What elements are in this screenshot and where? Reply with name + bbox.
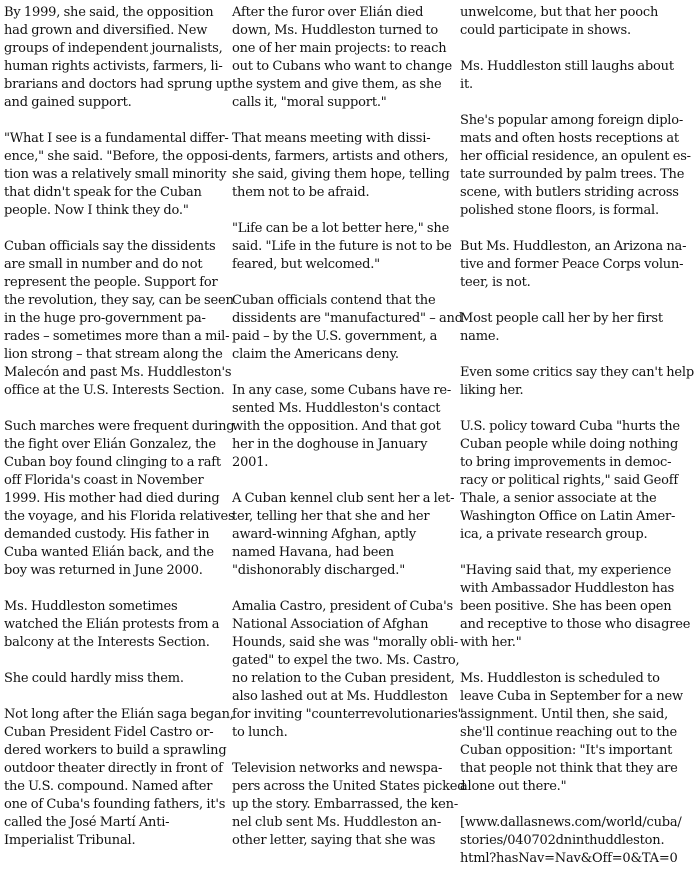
text-line: rades – sometimes more than a mil- bbox=[4, 329, 230, 344]
text-line: with her." bbox=[460, 635, 522, 650]
text-line: been positive. She has been open bbox=[460, 599, 672, 614]
text-line: ica, a private research group. bbox=[460, 527, 648, 542]
text-line: gated" to expel the two. Ms. Castro, bbox=[232, 653, 460, 668]
text-line: boy was returned in June 2000. bbox=[4, 563, 203, 578]
text-line: Ms. Huddleston still laughs about bbox=[460, 59, 674, 74]
text-line: "Having said that, my experience bbox=[460, 563, 672, 578]
text-line: Even some critics say they can't help bbox=[460, 365, 694, 380]
article-paragraph bbox=[4, 598, 218, 652]
article-column-1 bbox=[4, 4, 235, 868]
text-line: Cuban people while doing nothing bbox=[460, 437, 679, 452]
text-line: Washington Office on Latin Amer- bbox=[460, 509, 676, 524]
text-line: name. bbox=[460, 329, 500, 344]
text-line: office at the U.S. Interests Section. bbox=[4, 383, 225, 398]
text-line: it. bbox=[460, 77, 473, 92]
text-line: Hounds, said she was "morally obli- bbox=[232, 635, 458, 650]
text-line: are small in number and do not bbox=[4, 257, 203, 272]
text-line: off Florida's coast in November bbox=[4, 473, 204, 488]
text-line: Not long after the Elián saga began, bbox=[4, 707, 234, 722]
text-line: After the furor over Elián died bbox=[232, 5, 424, 20]
article-column-2 bbox=[232, 4, 466, 868]
text-line: 1999. His mother had died during bbox=[4, 491, 220, 506]
article-paragraph bbox=[460, 58, 672, 94]
text-line: html?hasNav=Nav&Off=0&TA=0 bbox=[460, 851, 678, 866]
text-line: up the story. Embarrassed, the ken- bbox=[232, 797, 459, 812]
article-paragraph bbox=[4, 670, 218, 688]
text-line: her official residence, an opulent es- bbox=[460, 149, 691, 164]
text-line: "dishonorably discharged." bbox=[232, 563, 405, 578]
text-line: them not to be afraid. bbox=[232, 185, 370, 200]
text-line: assignment. Until then, she said, bbox=[460, 707, 669, 722]
text-line: out to Cubans who want to change bbox=[232, 59, 452, 74]
text-line: had grown and diversified. New bbox=[4, 23, 208, 38]
text-line: Cuban President Fidel Castro or- bbox=[4, 725, 214, 740]
text-line: paid – by the U.S. government, a bbox=[232, 329, 438, 344]
text-line: tion was a relatively small minority bbox=[4, 167, 227, 182]
article-column-3 bbox=[460, 4, 694, 886]
article-paragraph bbox=[232, 4, 452, 112]
text-line: Television networks and newspa- bbox=[232, 761, 443, 776]
text-line: racy or political rights," said Geoff bbox=[460, 473, 678, 488]
article-paragraph bbox=[232, 292, 463, 364]
text-line: demanded custody. His father in bbox=[4, 527, 210, 542]
text-line: said. "Life in the future is not to be bbox=[232, 239, 452, 254]
article-paragraph bbox=[232, 490, 455, 580]
article-paragraph bbox=[4, 418, 235, 580]
text-line: Cuban boy found clinging to a raft bbox=[4, 455, 221, 470]
text-line: the voyage, and his Florida relatives bbox=[4, 509, 235, 524]
article-paragraph bbox=[460, 238, 687, 292]
text-line: that didn't speak for the Cuban bbox=[4, 185, 202, 200]
article-paragraph bbox=[232, 220, 452, 274]
text-line: Ms. Huddleston is scheduled to bbox=[460, 671, 660, 686]
text-line: award-winning Afghan, aptly bbox=[232, 527, 417, 542]
article-paragraph bbox=[460, 112, 691, 220]
text-line: dents, farmers, artists and others, bbox=[232, 149, 449, 164]
text-line: "Life can be a lot better here," she bbox=[232, 221, 450, 236]
article-paragraph bbox=[232, 130, 450, 202]
text-line: lion strong – that stream along the bbox=[4, 347, 223, 362]
text-line: That means meeting with dissi- bbox=[232, 131, 431, 146]
text-line: liking her. bbox=[460, 383, 524, 398]
article-paragraph bbox=[4, 130, 233, 220]
text-line: U.S. policy toward Cuba "hurts the bbox=[460, 419, 680, 434]
text-line: the revolution, they say, can be seen bbox=[4, 293, 234, 308]
text-line: Cuba wanted Elián back, and the bbox=[4, 545, 214, 560]
text-line: 2001. bbox=[232, 455, 269, 470]
text-line: and receptive to those who disagree bbox=[460, 617, 691, 632]
text-line: tive and former Peace Corps volun- bbox=[460, 257, 684, 272]
text-line: called the José Martí Anti- bbox=[4, 815, 170, 830]
text-line: the U.S. compound. Named after bbox=[4, 779, 213, 794]
text-line: feared, but welcomed." bbox=[232, 257, 380, 272]
text-line: one of Cuba's founding fathers, it's bbox=[4, 797, 226, 812]
text-line: A Cuban kennel club sent her a let- bbox=[232, 491, 455, 506]
article-paragraph bbox=[460, 4, 672, 40]
text-line: with the opposition. And that got bbox=[232, 419, 441, 434]
text-line: groups of independent journalists, bbox=[4, 41, 223, 56]
text-line: stories/040702dninthuddleston. bbox=[460, 833, 665, 848]
article-paragraph bbox=[460, 562, 691, 652]
text-line: Cuban opposition: "It's important bbox=[460, 743, 673, 758]
text-line: teer, is not. bbox=[460, 275, 531, 290]
text-line: nel club sent Ms. Huddleston an- bbox=[232, 815, 442, 830]
text-line: represent the people. Support for bbox=[4, 275, 218, 290]
text-line: claim the Americans deny. bbox=[232, 347, 399, 362]
text-line: She's popular among foreign diplo- bbox=[460, 113, 684, 128]
text-line: Imperialist Tribunal. bbox=[4, 833, 136, 848]
text-line: dissidents are "manufactured" – and bbox=[232, 311, 463, 326]
text-line: Cuban officials contend that the bbox=[232, 293, 436, 308]
text-line: one of her main projects: to reach bbox=[232, 41, 447, 56]
text-line: she'll continue reaching out to the bbox=[460, 725, 678, 740]
text-line: "What I see is a fundamental differ- bbox=[4, 131, 229, 146]
text-line: calls it, "moral support." bbox=[232, 95, 387, 110]
text-line: balcony at the Interests Section. bbox=[4, 635, 210, 650]
text-line: scene, with butlers striding across bbox=[460, 185, 679, 200]
article-paragraph bbox=[460, 310, 672, 346]
text-line: outdoor theater directly in front of bbox=[4, 761, 223, 776]
article-paragraph bbox=[460, 418, 680, 544]
article-paragraph bbox=[4, 706, 234, 850]
text-line: She could hardly miss them. bbox=[4, 671, 184, 686]
text-line: Ms. Huddleston sometimes bbox=[4, 599, 178, 614]
text-line: watched the Elián protests from a bbox=[4, 617, 220, 632]
text-line: polished stone floors, is formal. bbox=[460, 203, 659, 218]
text-line: But Ms. Huddleston, an Arizona na- bbox=[460, 239, 687, 254]
text-line: ence," she said. "Before, the opposi- bbox=[4, 149, 233, 164]
text-line: she said, giving them hope, telling bbox=[232, 167, 450, 182]
text-line: human rights activists, farmers, li- bbox=[4, 59, 223, 74]
text-line: could participate in shows. bbox=[460, 23, 631, 38]
text-line: dered workers to build a sprawling bbox=[4, 743, 227, 758]
text-line: named Havana, had been bbox=[232, 545, 394, 560]
text-line: In any case, some Cubans have re- bbox=[232, 383, 452, 398]
text-line: pers across the United States picked bbox=[232, 779, 466, 794]
article-paragraph bbox=[232, 598, 464, 742]
text-line: By 1999, she said, the opposition bbox=[4, 5, 214, 20]
text-line: with Ambassador Huddleston has bbox=[460, 581, 675, 596]
article-paragraph bbox=[460, 670, 683, 796]
text-line: in the huge pro-government pa- bbox=[4, 311, 206, 326]
text-line: the system and give them, as she bbox=[232, 77, 442, 92]
text-line: Such marches were frequent during bbox=[4, 419, 235, 434]
text-line: mats and often hosts receptions at bbox=[460, 131, 679, 146]
article-paragraph bbox=[232, 382, 452, 472]
text-line: for inviting "counterrevolutionaries" bbox=[232, 707, 464, 722]
text-line: no relation to the Cuban president, bbox=[232, 671, 455, 686]
text-line: alone out there." bbox=[460, 779, 567, 794]
text-line: brarians and doctors had sprung up bbox=[4, 77, 233, 92]
article-paragraph bbox=[460, 814, 682, 868]
text-line: Cuban officials say the dissidents bbox=[4, 239, 216, 254]
text-line: Most people call her by her first bbox=[460, 311, 663, 326]
text-line: leave Cuba in September for a new bbox=[460, 689, 683, 704]
text-line: Amalia Castro, president of Cuba's bbox=[232, 599, 453, 614]
text-line: [www.dallasnews.com/world/cuba/ bbox=[460, 815, 682, 830]
article-paragraph bbox=[4, 4, 233, 112]
text-line: National Association of Afghan bbox=[232, 617, 429, 632]
text-line: tate surrounded by palm trees. The bbox=[460, 167, 685, 182]
text-line: that people not think that they are bbox=[460, 761, 678, 776]
article-paragraph bbox=[4, 238, 234, 400]
text-line: other letter, saying that she was bbox=[232, 833, 436, 848]
article-paragraph bbox=[232, 760, 466, 850]
text-line: unwelcome, but that her pooch bbox=[460, 5, 659, 20]
text-line: her in the doghouse in January bbox=[232, 437, 428, 452]
text-line: sented Ms. Huddleston's contact bbox=[232, 401, 441, 416]
text-line: the fight over Elián Gonzalez, the bbox=[4, 437, 216, 452]
text-line: to lunch. bbox=[232, 725, 288, 740]
text-line: and gained support. bbox=[4, 95, 132, 110]
text-line: also lashed out at Ms. Huddleston bbox=[232, 689, 448, 704]
text-line: ter, telling her that she and her bbox=[232, 509, 430, 524]
text-line: people. Now I think they do." bbox=[4, 203, 189, 218]
text-line: down, Ms. Huddleston turned to bbox=[232, 23, 438, 38]
text-line: to bring improvements in democ- bbox=[460, 455, 672, 470]
article-paragraph bbox=[460, 364, 694, 400]
text-line: Malecón and past Ms. Huddleston's bbox=[4, 365, 232, 380]
text-line: Thale, a senior associate at the bbox=[460, 491, 657, 506]
